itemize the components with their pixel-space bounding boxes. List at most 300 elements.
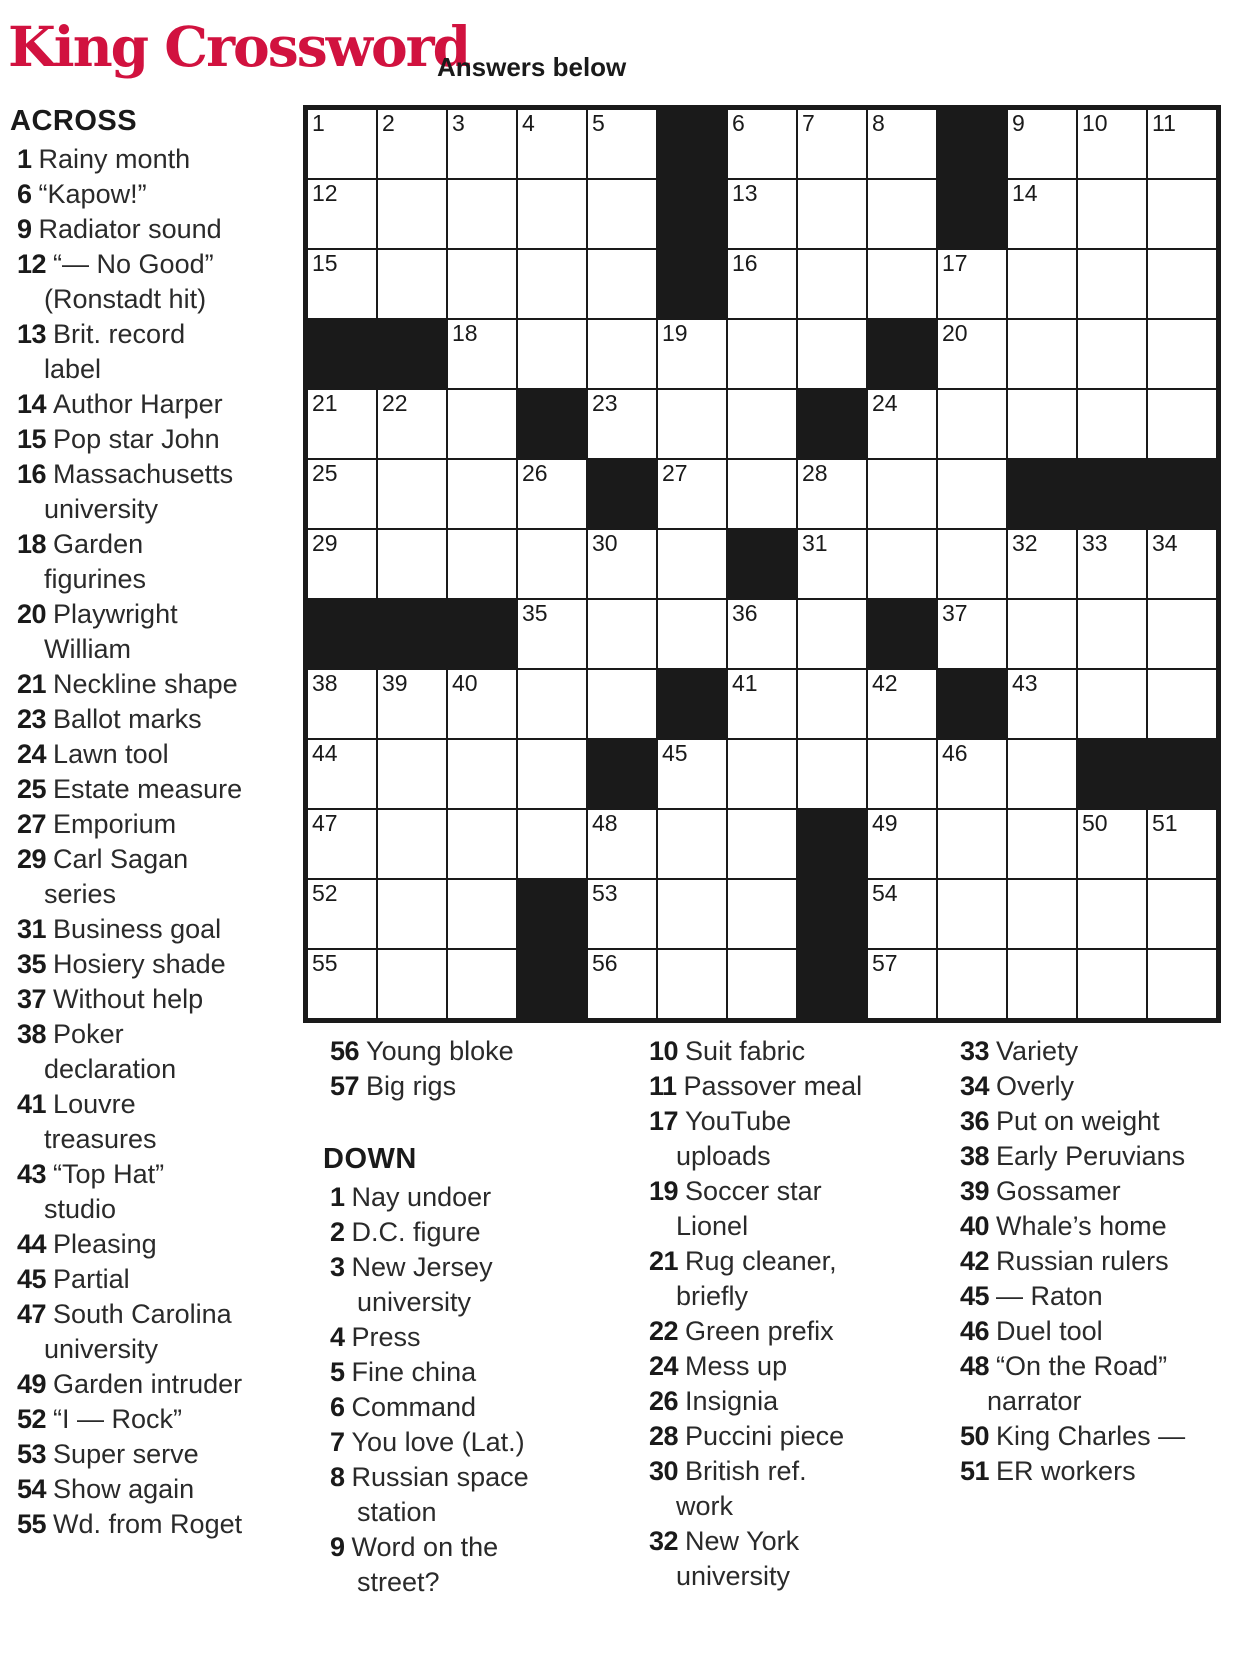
black-cell [377,319,447,389]
clue-number: 21 [17,669,47,699]
white-cell[interactable] [727,109,797,179]
white-cell[interactable] [1147,319,1217,389]
white-cell[interactable] [517,739,587,809]
white-cell[interactable] [517,669,587,739]
white-cell[interactable] [1007,249,1077,319]
across-clue-37 [17,982,302,1017]
white-cell[interactable] [727,389,797,459]
white-cell[interactable] [727,179,797,249]
white-cell[interactable] [727,669,797,739]
white-cell[interactable] [727,249,797,319]
white-cell[interactable] [657,529,727,599]
clue-number: 30 [649,1456,679,1486]
black-cell [657,179,727,249]
cell-number: 3 [452,110,465,136]
white-cell[interactable] [1147,809,1217,879]
clue-number: 38 [17,1019,47,1049]
white-cell[interactable] [1077,319,1147,389]
down-clue-38 [960,1139,1253,1174]
white-cell[interactable] [797,739,867,809]
cell-number: 30 [592,530,618,556]
clue-text: studio [44,1194,117,1224]
white-cell[interactable] [447,389,517,459]
black-cell [937,109,1007,179]
white-cell[interactable] [727,319,797,389]
white-cell[interactable] [657,809,727,879]
white-cell[interactable] [657,389,727,459]
page-title: King Crossword [8,14,470,79]
clue-text: station [357,1497,437,1527]
black-cell [937,179,1007,249]
cell-number: 34 [1152,530,1178,556]
clue-number: 43 [17,1159,47,1189]
crossword-grid [303,105,1221,1023]
clue-text: Russian space [351,1462,529,1492]
white-cell[interactable] [307,249,377,319]
white-cell[interactable] [1147,599,1217,669]
white-cell[interactable] [867,109,937,179]
clue-text: Playwright [53,599,178,629]
clue-number: 54 [17,1474,47,1504]
white-cell[interactable] [867,529,937,599]
white-cell[interactable] [867,879,937,949]
cell-number: 49 [872,810,898,836]
white-cell[interactable] [517,599,587,669]
white-cell[interactable] [657,599,727,669]
white-cell[interactable] [727,879,797,949]
white-cell[interactable] [517,109,587,179]
white-cell[interactable] [447,669,517,739]
clue-text: university [357,1287,472,1317]
white-cell[interactable] [937,879,1007,949]
clue-text: — Raton [996,1281,1103,1311]
cell-number: 51 [1152,810,1178,836]
black-cell [797,809,867,879]
clue-number: 47 [17,1299,47,1329]
white-cell[interactable] [867,459,937,529]
clue-number: 1 [330,1182,345,1212]
cell-number: 35 [522,600,548,626]
across-clue-43 [17,1157,302,1227]
cell-number: 11 [1152,110,1176,136]
clue-text: declaration [44,1054,177,1084]
cell-number: 43 [1012,670,1038,696]
cell-number: 22 [382,390,408,416]
white-cell[interactable] [937,809,1007,879]
cell-number: 8 [872,110,885,136]
white-cell[interactable] [587,109,657,179]
cell-number: 53 [592,880,618,906]
down-clue-1 [330,1180,628,1215]
white-cell[interactable] [1077,809,1147,879]
clue-text: Young bloke [366,1036,514,1066]
clue-text: Carl Sagan [53,844,189,874]
white-cell[interactable] [937,319,1007,389]
clue-text: Pleasing [53,1229,157,1259]
white-cell[interactable] [447,879,517,949]
clue-text: Lionel [676,1211,749,1241]
across-clue-52 [17,1402,302,1437]
clue-text: Early Peruvians [996,1141,1186,1171]
clue-number: 25 [17,774,47,804]
white-cell[interactable] [1077,529,1147,599]
white-cell[interactable] [1007,319,1077,389]
across-clue-55 [17,1507,302,1542]
white-cell[interactable] [517,809,587,879]
white-cell[interactable] [1007,669,1077,739]
clue-number: 57 [330,1071,360,1101]
white-cell[interactable] [377,389,447,459]
clue-number: 12 [17,249,47,279]
white-cell[interactable] [1147,879,1217,949]
clue-number: 36 [960,1106,990,1136]
white-cell[interactable] [307,459,377,529]
clue-text: Mess up [685,1351,788,1381]
clue-text: Suit fabric [685,1036,806,1066]
white-cell[interactable] [517,459,587,529]
clue-number: 29 [17,844,47,874]
clue-text: treasures [44,1124,157,1154]
across-clue-23 [17,702,302,737]
clue-text: Author Harper [53,389,223,419]
white-cell[interactable] [1147,669,1217,739]
clue-text: Brit. record [53,319,186,349]
clue-text: Put on weight [996,1106,1160,1136]
black-cell [797,389,867,459]
clue-text: Show again [53,1474,195,1504]
white-cell[interactable] [447,529,517,599]
down-clue-11 [649,1069,942,1104]
white-cell[interactable] [307,949,377,1019]
down-clue-4 [330,1320,628,1355]
clue-number: 45 [17,1264,47,1294]
white-cell[interactable] [377,249,447,319]
down-clue-list-3 [960,1034,1253,1489]
white-cell[interactable] [377,669,447,739]
white-cell[interactable] [797,179,867,249]
white-cell[interactable] [587,809,657,879]
down-clue-32 [649,1524,942,1594]
white-cell[interactable] [587,179,657,249]
cell-number: 25 [312,460,338,486]
clue-text: Soccer star [685,1176,822,1206]
white-cell[interactable] [797,529,867,599]
white-cell[interactable] [1007,599,1077,669]
down-clue-50 [960,1419,1253,1454]
black-cell [307,599,377,669]
white-cell[interactable] [587,669,657,739]
white-cell[interactable] [937,459,1007,529]
white-cell[interactable] [1077,249,1147,319]
white-cell[interactable] [727,949,797,1019]
down-clue-19 [649,1174,942,1244]
black-cell [937,669,1007,739]
white-cell[interactable] [657,739,727,809]
cell-number: 48 [592,810,618,836]
clue-text: YouTube [685,1106,792,1136]
white-cell[interactable] [447,739,517,809]
white-cell[interactable] [1007,949,1077,1019]
cell-number: 38 [312,670,338,696]
down-clue-24 [649,1349,942,1384]
clue-text: Variety [996,1036,1079,1066]
white-cell[interactable] [1007,179,1077,249]
white-cell[interactable] [447,809,517,879]
white-cell[interactable] [377,529,447,599]
white-cell[interactable] [1077,669,1147,739]
clue-text: William [44,634,131,664]
across-clue-44 [17,1227,302,1262]
clue-text: “Kapow!” [38,179,147,209]
cell-number: 44 [312,740,338,766]
white-cell[interactable] [1077,599,1147,669]
bottom-middle-clue-column [642,1034,942,1594]
clue-number: 7 [330,1427,345,1457]
clue-number: 5 [330,1357,345,1387]
cell-number: 36 [732,600,758,626]
white-cell[interactable] [447,249,517,319]
clue-text: series [44,879,117,909]
clue-number: 41 [17,1089,47,1119]
white-cell[interactable] [307,669,377,739]
clue-text: label [44,354,102,384]
black-cell [657,109,727,179]
clue-number: 8 [330,1462,345,1492]
white-cell[interactable] [797,109,867,179]
white-cell[interactable] [307,529,377,599]
white-cell[interactable] [867,669,937,739]
white-cell[interactable] [447,319,517,389]
white-cell[interactable] [1007,109,1077,179]
white-cell[interactable] [587,319,657,389]
white-cell[interactable] [867,739,937,809]
white-cell[interactable] [377,459,447,529]
clue-text: D.C. figure [351,1217,481,1247]
clue-number: 44 [17,1229,47,1259]
white-cell[interactable] [937,739,1007,809]
black-cell [1077,739,1147,809]
clue-text: Rainy month [38,144,191,174]
clue-number: 1 [17,144,32,174]
white-cell[interactable] [307,739,377,809]
white-cell[interactable] [657,949,727,1019]
white-cell[interactable] [517,179,587,249]
white-cell[interactable] [377,949,447,1019]
cell-number: 29 [312,530,338,556]
black-cell [797,879,867,949]
cell-number: 2 [382,110,395,136]
clue-text: Louvre [53,1089,136,1119]
white-cell[interactable] [797,249,867,319]
clue-text: Poker [53,1019,124,1049]
white-cell[interactable] [447,949,517,1019]
white-cell[interactable] [517,319,587,389]
white-cell[interactable] [587,599,657,669]
clue-text: South Carolina [53,1299,232,1329]
clue-number: 23 [17,704,47,734]
answers-below-note: Answers below [437,52,627,82]
cell-number: 17 [942,250,968,276]
clue-text: You love (Lat.) [351,1427,525,1457]
down-clue-2 [330,1215,628,1250]
white-cell[interactable] [937,949,1007,1019]
white-cell[interactable] [587,249,657,319]
across-clue-53 [17,1437,302,1472]
down-clue-5 [330,1355,628,1390]
white-cell[interactable] [307,809,377,879]
white-cell[interactable] [377,809,447,879]
white-cell[interactable] [937,389,1007,459]
white-cell[interactable] [657,459,727,529]
white-cell[interactable] [1147,109,1217,179]
clue-number: 51 [960,1456,990,1486]
white-cell[interactable] [1147,949,1217,1019]
across-clue-41 [17,1087,302,1157]
white-cell[interactable] [377,879,447,949]
white-cell[interactable] [307,879,377,949]
clue-text: Gossamer [996,1176,1121,1206]
clue-number: 24 [649,1351,679,1381]
cell-number: 42 [872,670,898,696]
white-cell[interactable] [1077,949,1147,1019]
white-cell[interactable] [1007,739,1077,809]
clue-number: 15 [17,424,47,454]
cell-number: 23 [592,390,618,416]
white-cell[interactable] [1007,389,1077,459]
clue-text: Rug cleaner, [685,1246,837,1276]
white-cell[interactable] [1077,879,1147,949]
white-cell[interactable] [307,179,377,249]
down-clue-39 [960,1174,1253,1209]
white-cell[interactable] [587,949,657,1019]
white-cell[interactable] [727,809,797,879]
clue-number: 6 [17,179,32,209]
white-cell[interactable] [867,249,937,319]
black-cell [727,529,797,599]
clue-text: (Ronstadt hit) [44,284,207,314]
white-cell[interactable] [797,459,867,529]
white-cell[interactable] [727,459,797,529]
white-cell[interactable] [517,249,587,319]
down-clue-3 [330,1250,628,1320]
clue-text: Fine china [351,1357,477,1387]
black-cell [1147,739,1217,809]
white-cell[interactable] [1077,179,1147,249]
cell-number: 33 [1082,530,1108,556]
white-cell[interactable] [587,879,657,949]
clue-text: Duel tool [996,1316,1103,1346]
clue-number: 9 [17,214,32,244]
clue-text: Green prefix [685,1316,834,1346]
clue-number: 34 [960,1071,990,1101]
cell-number: 57 [872,950,898,976]
white-cell[interactable] [587,529,657,599]
down-clue-8 [330,1460,628,1530]
clue-number: 55 [17,1509,47,1539]
white-cell[interactable] [657,319,727,389]
black-cell [1077,459,1147,529]
white-cell[interactable] [447,459,517,529]
white-cell[interactable] [1077,109,1147,179]
clue-number: 45 [960,1281,990,1311]
white-cell[interactable] [447,109,517,179]
clue-text: Business goal [53,914,222,944]
white-cell[interactable] [797,319,867,389]
down-clue-28 [649,1419,942,1454]
white-cell[interactable] [867,809,937,879]
cell-number: 56 [592,950,618,976]
white-cell[interactable] [657,879,727,949]
white-cell[interactable] [797,669,867,739]
clue-number: 18 [17,529,47,559]
white-cell[interactable] [867,179,937,249]
down-clue-22 [649,1314,942,1349]
cell-number: 16 [732,250,758,276]
white-cell[interactable] [377,739,447,809]
cell-number: 7 [802,110,815,136]
white-cell[interactable] [1147,389,1217,459]
clue-number: 4 [330,1322,345,1352]
down-clue-6 [330,1390,628,1425]
cell-number: 20 [942,320,968,346]
white-cell[interactable] [1147,179,1217,249]
clue-text: Lawn tool [53,739,169,769]
clue-text: Big rigs [366,1071,457,1101]
cell-number: 1 [312,110,325,136]
clue-text: Garden intruder [53,1369,243,1399]
clue-text: “On the Road” [996,1351,1168,1381]
across-heading: ACROSS [10,105,138,137]
white-cell[interactable] [517,529,587,599]
white-cell[interactable] [867,389,937,459]
white-cell[interactable] [307,389,377,459]
white-cell[interactable] [1077,389,1147,459]
black-cell [377,599,447,669]
white-cell[interactable] [727,599,797,669]
white-cell[interactable] [1007,529,1077,599]
clue-text: university [44,494,159,524]
clue-number: 14 [17,389,47,419]
down-clue-7 [330,1425,628,1460]
white-cell[interactable] [937,599,1007,669]
white-cell[interactable] [1007,809,1077,879]
clue-text: “I — Rock” [53,1404,183,1434]
clue-text: New Jersey [351,1252,493,1282]
white-cell[interactable] [937,529,1007,599]
black-cell [517,389,587,459]
clue-text: Insignia [685,1386,779,1416]
white-cell[interactable] [797,599,867,669]
white-cell[interactable] [1147,529,1217,599]
white-cell[interactable] [867,949,937,1019]
white-cell[interactable] [937,249,1007,319]
white-cell[interactable] [377,109,447,179]
black-cell [867,599,937,669]
clue-text: Word on the [351,1532,499,1562]
white-cell[interactable] [307,109,377,179]
white-cell[interactable] [377,179,447,249]
across-clue-54 [17,1472,302,1507]
bottom-left-clue-column [323,1034,628,1600]
white-cell[interactable] [1007,879,1077,949]
white-cell[interactable] [447,179,517,249]
white-cell[interactable] [727,739,797,809]
white-cell[interactable] [587,389,657,459]
clue-text: Passover meal [683,1071,863,1101]
clue-text: Radiator sound [38,214,222,244]
white-cell[interactable] [1147,249,1217,319]
clue-text: university [44,1334,159,1364]
